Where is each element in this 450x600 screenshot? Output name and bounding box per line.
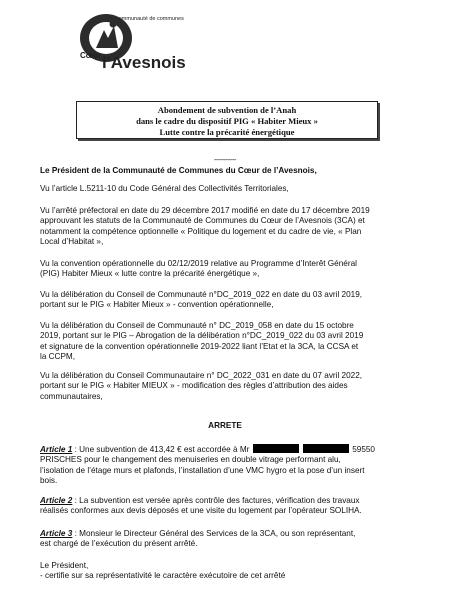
president-heading [40, 166, 410, 176]
article-3-label: Article 3 [40, 529, 73, 538]
visa-paragraph [40, 321, 410, 363]
closing-line: - certifie sur sa représentativité le caractère exécutoire de cet arrêté [40, 571, 286, 581]
redaction-bar [303, 444, 349, 453]
visa-paragraph [40, 184, 410, 194]
article-2 [40, 496, 410, 517]
visa-line: portant sur le PIG « Habiter MIEUX » - modification des règles d’attribution des aides [40, 381, 348, 391]
title-line: dans le cadre du dispositif PIG « Habiter Mieux » [136, 116, 318, 126]
visa-paragraph [40, 259, 410, 280]
title-line: Abondement de subvention de l’Anah [157, 105, 297, 115]
president-line: Le Président de la Communauté de Communes du Cœur de l’Avesnois, [40, 166, 317, 175]
article-3 [40, 529, 410, 550]
visa-line: Local d’Habitat », [40, 237, 104, 247]
visa-line: Vu la convention opérationnelle du 02/12/2019 relative au Programme d’Interêt Général [40, 259, 357, 268]
visa-line: Vu la délibération du Conseil de Communauté n°DC_2019_022 en date du 03 avril 2019, [40, 290, 363, 299]
visa-line: communautaires, [40, 391, 103, 401]
closing-line: Le Président, [40, 561, 89, 570]
article-line: bois. [40, 476, 58, 486]
redaction-bar [253, 444, 299, 453]
article-1-postcode: 59550 [349, 445, 375, 454]
closing [40, 561, 410, 582]
community-logo [66, 8, 186, 74]
visa-line: 2019, portant sur le PIG – Abrogation de la délibération n°DC_2019_022 du 03 avril 2019 [40, 331, 364, 341]
article-2-text: : La subvention est versée après contrôle des factures, vérification des travaux [72, 496, 360, 505]
article-3-first-line [40, 529, 410, 539]
visa-line: (PIG) Habiter Mieux « lutte contre la précarité énergétique », [40, 269, 260, 279]
article-3-text: : Monsieur le Directeur Général des Services de la 3CA, ou son représentant, [72, 529, 356, 538]
visa-line: notamment la compétence optionnelle « Politique du logement et du cadre de vie, « Plan [40, 226, 362, 236]
visa-line: la CCPM, [40, 352, 76, 362]
article-2-label: Article 2 [40, 496, 73, 505]
visa-line: Vu l’arrêté préfectoral en date du 29 décembre 2017 modifié en date du 17 décembre 2019 [40, 206, 370, 215]
arrete-heading: ARRETE [208, 421, 242, 430]
visa-paragraph [40, 206, 410, 248]
separator: ------------ [214, 157, 236, 164]
logo-word-coeur: Cœur [80, 51, 102, 60]
logo-top-text: communauté de communes [116, 16, 184, 22]
article-1-label: Article 1 [40, 445, 73, 454]
logo-emblem [66, 8, 186, 74]
article-1-first-line [40, 444, 410, 455]
visa-line: portant sur le PIG « Habiter Mieux » - convention opérationnelle, [40, 300, 274, 310]
logo-word-avesnois: l'Avesnois [102, 53, 186, 72]
visa-paragraph [40, 371, 410, 402]
visa-line: et signature de la convention opérationnelle 2019-2022 liant l’Etat et la 3CA, la CCSA et [40, 341, 359, 351]
visa-paragraph [40, 290, 410, 311]
visa-line: approuvant les statuts de la Communauté de Communes du Cœur de l’Avesnois (3CA) et [40, 216, 365, 226]
article-line: est chargé de l’exécution du présent arrêté. [40, 539, 198, 549]
visa-line: Vu la délibération du Conseil de Communauté n° DC_2019_058 en date du 15 octobre [40, 321, 354, 330]
article-1-text: : Une subvention de 413,42 € est accordée à Mr [72, 445, 250, 454]
visa-line: Vu l’article L.5211-10 du Code Général des Collectivités Territoriales, [40, 184, 289, 193]
article-1 [40, 444, 410, 487]
visa-line: Vu la délibération du Conseil Communautaire n° DC_2022_031 en date du 07 avril 2022, [40, 371, 363, 380]
article-2-first-line [40, 496, 410, 506]
article-line: l’isolation de l’étage murs et plafonds, l’installation d’une VMC hygro et la pose d’un insert [40, 465, 365, 475]
document-title-box [76, 101, 378, 139]
title-line: Lutte contre la précarité énergétique [159, 127, 295, 137]
article-line: réalisés conformes aux devis déposés et une visite du logement par l’opérateur SOLIHA. [40, 506, 362, 516]
article-line: PRISCHES pour le changement des menuiseries en double vitrage performant alu, [40, 455, 341, 465]
